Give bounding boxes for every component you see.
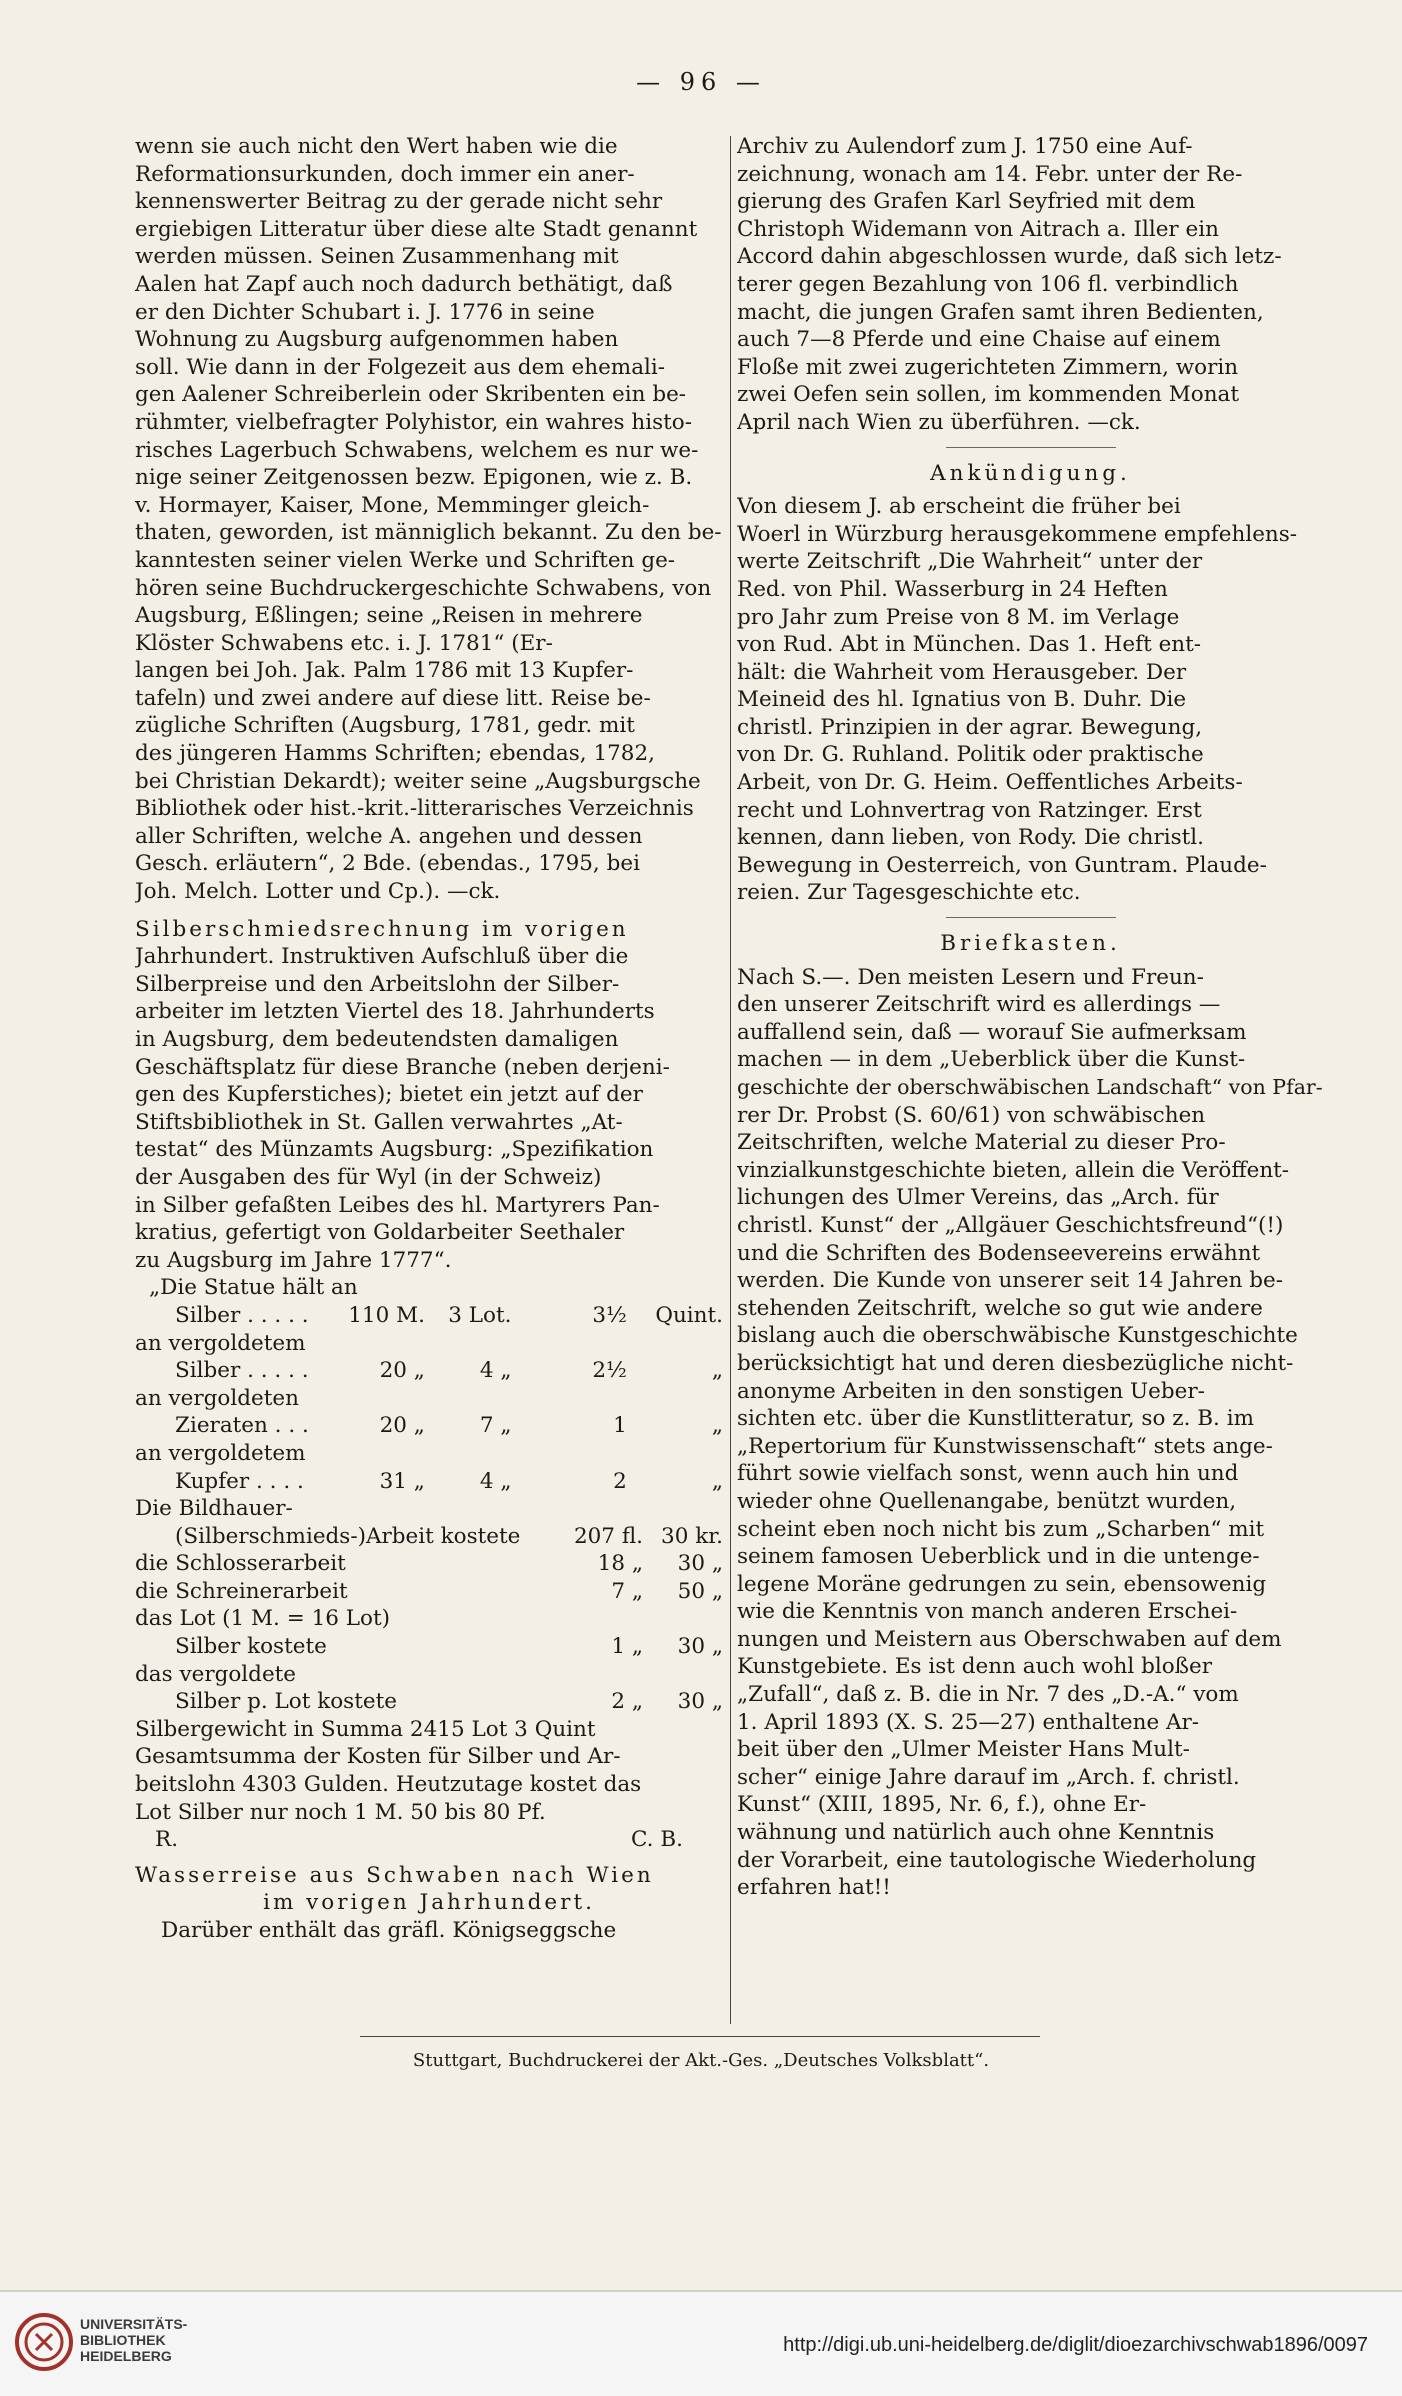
imprint: Stuttgart, Buchdruckerei der Akt.-Ges. „Deutsches Volksblatt“. [412,2050,990,2071]
cost-fl: 1 „ [611,1634,643,1660]
silver-row [135,1412,723,1440]
silver-mark: 31 „ [379,1468,425,1494]
text-line: Kunst“ (XIII, 1895, Nr. 6, f.), ohne Er- [737,1792,1147,1818]
text-line: machen — in dem „Ueberblick über die Kunst- [737,1047,1246,1073]
text-line: gierung des Grafen Karl Seyfried mit dem [737,189,1196,215]
text-line: Meineid des hl. Ignatius von B. Duhr. Die [737,687,1187,713]
silver-unit: „ [711,1468,723,1494]
text-line: er den Dichter Schubart i. J. 1776 in seine [135,299,595,325]
text-line: auffallend sein, daß — worauf Sie aufmerksam [737,1019,1247,1045]
briefkasten-paragraph [737,964,1324,1902]
text-line: Nach S.—. Den meisten Lesern und Freun- [737,964,1204,990]
silver-item: Silber . . . . . [175,1302,309,1328]
cost-label: die Schlosserarbeit [135,1551,346,1577]
text-line: von Rud. Abt in München. Das 1. Heft ent- [737,632,1202,658]
text-line: tafeln) und zwei andere auf diese litt. Reise be- [135,685,651,711]
text-line: v. Hormayer, Kaiser, Mone, Memminger gleich- [135,492,650,518]
text-line: rer Dr. Probst (S. 60/61) von schwäbischen [737,1102,1206,1128]
text-line: des jüngeren Hamms Schriften; ebendas, 1782, [135,741,655,767]
text-line: Silberschmiedsrechnung im vorigen [135,916,629,942]
text-line: bislang auch die oberschwäbische Kunstgeschichte [737,1323,1298,1349]
silver-quint: 2 [613,1468,627,1494]
text-line: der Vorarbeit, eine tautologische Wiederholung [737,1847,1257,1873]
text-line: von Dr. G. Ruhland. Politik oder praktische [737,742,1204,768]
text-line: 1. April 1893 (X. S. 25—27) enthaltene Ar- [737,1709,1200,1735]
cost-row [135,1605,723,1633]
text-line: „Repertorium für Kunstwissenschaft“ stets ange- [737,1433,1273,1459]
silver-lot: 4 „ [479,1468,512,1494]
library-name-line: BIBLIOTHEK [80,2332,166,2348]
text-line: kratius, gefertigt von Goldarbeiter Seethaler [135,1220,625,1246]
text-line: Floße mit zwei zugerichteten Zimmern, worin [737,354,1239,380]
text-line: Aalen hat Zapf auch noch dadurch bethätigt, daß [135,271,673,297]
text-line: nige seiner Zeitgenossen bezw. Epigonen, wie z. B. [135,465,693,491]
cost-kr: 30 „ [677,1634,723,1660]
text-line: hält: die Wahrheit vom Herausgeber. Der [737,659,1187,685]
silver-item: Zieraten . . . [175,1413,309,1439]
cost-fl [563,1661,643,1689]
text-line: wähnung und natürlich auch ohne Kenntnis [737,1820,1215,1846]
silver-caption: an vergoldeten [135,1385,299,1411]
text-line: langen bei Joh. Jak. Palm 1786 mit 13 Kupfer- [135,658,634,684]
cost-fl: 207 fl. [573,1523,643,1549]
silver-item: Silber . . . . . [175,1358,309,1384]
library-name [80,2316,187,2364]
text-line: thaten, geworden, ist männiglich bekannt. Zu den be- [135,520,722,546]
silver-row [135,1302,723,1330]
library-seal-icon [14,2312,74,2372]
text-line: nungen und Meistern aus Oberschwaben auf dem [737,1626,1282,1652]
wasserreise-text: Darüber enthält das gräfl. Königseggsche [161,1918,617,1943]
text-line: kanntesten seiner vielen Werke und Schriften ge- [135,547,676,573]
silver-lot: 7 „ [479,1413,512,1439]
text-line: beit über den „Ulmer Meister Hans Mult- [737,1737,1190,1763]
text-line: sichten etc. über die Kunstlitteratur, so z. B. im [737,1406,1254,1432]
text-line: Geschäftsplatz für diese Branche (neben derjeni- [135,1054,670,1080]
text-line: geschichte der oberschwäbischen Landschaft“ von Pfar- [737,1075,1323,1099]
text-line: macht, die jungen Grafen samt ihren Bedienten, [737,299,1264,325]
cost-label: (Silberschmieds-)Arbeit kostete [175,1523,521,1549]
text-line: der Ausgaben des für Wyl (in der Schweiz) [135,1164,602,1190]
text-line: April nach Wien zu überführen. —ck. [737,409,1141,435]
text-line: gen Aalener Schreiberlein oder Skribenten ein be- [135,382,687,408]
text-line: pro Jahr zum Preise von 8 M. im Verlage [737,604,1180,630]
text-line: wenn sie auch nicht den Wert haben wie die [135,134,618,159]
cost-row [135,1578,723,1606]
cost-label: das Lot (1 M. = 16 Lot) [135,1606,391,1632]
text-line: Stiftsbibliothek in St. Gallen verwahrtes „At- [135,1109,623,1135]
cost-fl: 18 „ [597,1551,643,1577]
cost-row [135,1523,723,1551]
text-line: zügliche Schriften (Augsburg, 1781, gedr. mit [135,713,635,739]
text-line: risches Lagerbuch Schwabens, welchem es nur we- [135,437,699,463]
text-line: Archiv zu Aulendorf zum J. 1750 eine Auf- [737,134,1193,159]
text-line: Red. von Phil. Wasserburg in 24 Heften [737,576,1168,602]
zapf-paragraph [135,133,723,906]
silver-unit: Quint. [655,1302,723,1328]
text-line: scher“ einige Jahre darauf im „Arch. f. christl. [737,1764,1240,1790]
cost-kr [643,1605,723,1633]
text-line: aller Schriften, welche A. angehen und dessen [135,823,643,849]
text-line: lichungen des Ulmer Vereins, das „Arch. für [737,1185,1219,1211]
text-line: Bibliothek oder hist.-krit.-litterarisches Verzeichnis [135,796,694,822]
page-number: — 96 — [636,68,766,96]
text-line: wie die Kenntnis von manch anderen Erschei- [737,1599,1238,1625]
cost-fl: 7 „ [611,1578,643,1604]
text-line: Reformationsurkunden, doch immer ein aner- [135,161,635,187]
text-line: beitslohn 4303 Gulden. Heutzutage kostet das [135,1772,642,1798]
silver-unit: „ [711,1358,723,1384]
aulendorf-paragraph [737,133,1324,437]
text-line: testat“ des Münzamts Augsburg: „Spezifikation [135,1137,654,1163]
sculptor-label: Die Bildhauer- [135,1496,293,1522]
text-line: führt sowie vielfach sonst, wenn auch hin und [737,1461,1239,1487]
text-line: auch 7—8 Pferde und eine Chaise auf einem [737,327,1221,353]
text-line: Arbeit, von Dr. G. Heim. Oeffentliches Arbeits- [737,770,1243,796]
text-line: soll. Wie dann in der Folgezeit aus dem ehemali- [135,354,666,380]
silver-lot: 4 „ [479,1358,512,1384]
text-line: kennenswerter Beitrag zu der gerade nicht sehr [135,189,663,215]
cost-row [135,1661,723,1689]
left-column [135,133,723,1945]
signature-left: R. [155,1827,179,1853]
text-line: stehenden Zeitschrift, welche so gut wie andere [737,1295,1263,1321]
text-line: werden müssen. Seinen Zusammenhang mit [135,244,619,270]
text-line: in Augsburg, dem bedeutendsten damaligen [135,1027,619,1052]
right-column [737,133,1324,1902]
text-line: legene Moräne gedrungen zu sein, ebensowenig [737,1571,1267,1597]
text-line: rühmter, vielbefragter Polyhistor, ein wahres histo- [135,409,693,435]
silver-mark: 20 „ [379,1413,425,1439]
cost-row [135,1688,723,1716]
text-line: christl. Kunst“ der „Allgäuer Geschichtsfreund“(!) [737,1212,1284,1238]
text-line: gen des Kupferstiches); bietet ein jetzt auf der [135,1082,643,1108]
signature [135,1826,723,1854]
section-rule [946,447,1116,448]
text-line: Augsburg, Eßlingen; seine „Reisen in mehrere [135,603,643,629]
silver-quint: 1 [613,1413,627,1439]
source-url-link[interactable]: http://digi.ub.uni-heidelberg.de/diglit/dioezarchivschwab1896/0097 [783,2334,1368,2356]
text-line: Gesch. erläutern“, 2 Bde. (ebendas., 1795, bei [135,851,640,877]
cost-table [135,1523,723,1716]
text-line: vinzialkunstgeschichte bieten, allein die Veröffent- [737,1157,1290,1183]
silver-item: Kupfer . . . . [175,1468,304,1494]
silver-mark: 110 M. [348,1302,425,1328]
cost-kr: 30 „ [677,1689,723,1715]
silver-caption: an vergoldetem [135,1440,306,1466]
text-line: hören seine Buchdruckergeschichte Schwabens, von [135,575,712,601]
text-line: werden. Die Kunde von unserer seit 14 Jahren be- [737,1268,1284,1294]
text-line: kennen, dann lieben, von Rody. Die christl. [737,825,1204,851]
silver-row [135,1357,723,1385]
text-line: Zeitschriften, welche Material zu dieser Pro- [737,1130,1226,1156]
text-line: Jahrhundert. Instruktiven Aufschluß über die [135,944,629,970]
silver-quint: 3½ [592,1302,627,1328]
text-line: ergiebigen Litteratur über diese alte Stadt genannt [135,216,698,242]
text-line: Klöster Schwabens etc. i. J. 1781“ (Er- [135,630,553,656]
text-line: seinem famosen Ueberblick und in die untenge- [737,1544,1260,1570]
heading-ankuendigung: Ankündigung. [930,460,1131,486]
text-line: Accord dahin abgeschlossen wurde, daß sich letz- [737,244,1282,270]
cost-label: die Schreinerarbeit [135,1578,348,1604]
cost-kr: 30 „ [677,1551,723,1577]
text-line: berücksichtigt hat und deren diesbezügliche nicht- [737,1350,1294,1376]
text-line: bei Christian Dekardt); weiter seine „Augsburgsche [135,768,701,794]
cost-label: Silber kostete [175,1634,327,1660]
text-line: terer gegen Bezahlung von 106 fl. verbindlich [737,271,1239,297]
cost-kr: 30 kr. [661,1523,723,1549]
ankuendigung-paragraph [737,493,1324,907]
text-line: Bewegung in Oesterreich, von Guntram. Plaude- [737,852,1267,878]
wasserreise-subtitle: im vorigen Jahrhundert. [263,1890,595,1916]
section-rule [946,917,1116,918]
cost-fl: 2 „ [611,1689,643,1715]
cost-row [135,1633,723,1661]
cost-kr [643,1661,723,1689]
text-line: scheint eben noch nicht bis zum „Scharben“ mit [737,1516,1265,1542]
heading-briefkasten: Briefkasten. [940,931,1121,957]
silver-mark: 20 „ [379,1358,425,1384]
text-line: Gesamtsumma der Kosten für Silber und Ar- [135,1744,621,1770]
text-line: christl. Prinzipien in der agrar. Bewegung, [737,714,1203,740]
text-line: zwei Oefen sein sollen, im kommenden Monat [737,382,1240,408]
text-line: und die Schriften des Bodenseevereins erwähnt [737,1240,1261,1266]
library-name-line: UNIVERSITÄTS- [80,2316,188,2332]
text-line: in Silber gefaßten Leibes des hl. Martyrers Pan- [135,1192,660,1218]
cost-kr: 50 „ [677,1578,723,1604]
text-line: reien. Zur Tagesgeschichte etc. [737,880,1081,906]
text-line: werte Zeitschrift „Die Wahrheit“ unter der [737,549,1203,575]
text-line: recht und Lohnvertrag von Ratzinger. Erst [737,797,1202,823]
silver-lot: 3 Lot. [448,1302,512,1328]
text-line: Lot Silber nur noch 1 M. 50 bis 80 Pf. [135,1799,546,1825]
wasserreise-title: Wasserreise aus Schwaben nach Wien [135,1862,654,1888]
footer-bar [0,2290,1402,2396]
text-line: den unserer Zeitschrift wird es allerdings — [737,992,1221,1018]
signature-right: C. B. [631,1827,683,1853]
silver-row [135,1468,723,1496]
text-line: anonyme Arbeiten in den sonstigen Ueber- [737,1378,1205,1404]
text-line: „Zufall“, daß z. B. die in Nr. 7 des „D.-A.“ vom [737,1682,1239,1708]
text-line: zu Augsburg im Jahre 1777“. [135,1247,452,1273]
text-line: Von diesem J. ab erscheint die früher bei [737,494,1181,520]
silver-table [135,1302,723,1495]
text-line: Christoph Widemann von Aitrach a. Iller ein [737,216,1219,242]
text-line: Kunstgebiete. Es ist denn auch wohl bloßer [737,1654,1213,1680]
text-line: Silberpreise und den Arbeitslohn der Silber- [135,971,620,997]
bottom-rule [360,2036,1040,2037]
text-line: zeichnung, wonach am 14. Febr. unter der Re- [737,161,1243,187]
text-line: wieder ohne Quellenangabe, benützt wurden, [737,1488,1237,1514]
silver-unit: „ [711,1413,723,1439]
silver-caption: an vergoldetem [135,1330,306,1356]
cost-row [135,1550,723,1578]
silberschmied-paragraph [135,916,723,1275]
cost-fl [563,1605,643,1633]
silver-quint: 2½ [592,1358,627,1384]
text-line: Joh. Melch. Lotter und Cp.). —ck. [135,879,501,905]
text-line: Woerl in Würzburg herausgekommene empfehlens- [737,521,1298,547]
cost-label: Silber p. Lot kostete [175,1689,397,1715]
text-line: Wohnung zu Augsburg aufgenommen haben [135,327,619,353]
text-line: Silbergewicht in Summa 2415 Lot 3 Quint [135,1716,596,1742]
column-divider [730,136,731,2024]
text-line: arbeiter im letzten Viertel des 18. Jahrhunderts [135,999,655,1025]
text-line: erfahren hat!! [737,1875,891,1901]
cost-label: das vergoldete [135,1661,297,1687]
statue-intro: „Die Statue hält an [149,1275,358,1301]
library-name-line: HEIDELBERG [80,2348,172,2364]
summary-paragraph [135,1716,723,1826]
